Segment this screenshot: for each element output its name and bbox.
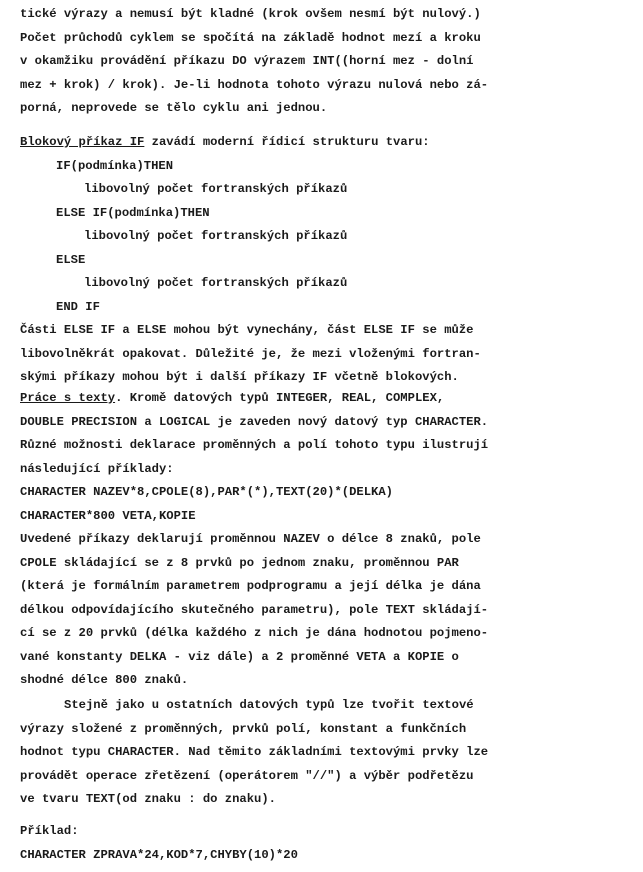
paragraph-do-loop [20, 3, 488, 121]
text-line: Počet průchodů cyklem se spočítá na základě hodnot mezí a kroku [20, 30, 481, 45]
text-line: hodnot typu CHARACTER. Nad těmito základními textovými prvky lze [20, 745, 489, 759]
section-heading-texts: Práce s texty [20, 391, 116, 405]
text-line: libovolněkrát opakovat. Důležité je, že mezi vloženými fortran- [20, 346, 481, 361]
code-line: IF(podmínka)THEN [56, 158, 174, 173]
text-line: shodné délce 800 znaků. [20, 673, 189, 687]
text-line: DOUBLE PRECISION a LOGICAL je zaveden nový datový typ CHARACTER. [20, 414, 489, 429]
section-heading-block-if: Blokový příkaz IF [20, 135, 145, 149]
text-line: skými příkazy mohou být i další příkazy IF včetně blokových. [20, 370, 459, 384]
code-line: END IF [56, 299, 100, 314]
code-line: CHARACTER NAZEV*8,CPOLE(8),PAR*(*),TEXT(20)*(DELKA) [20, 485, 393, 499]
text-line: cí se z 20 prvků (délka každého z nich je dána hodnotou pojmeno- [20, 626, 489, 640]
text-line: Stejně jako u ostatních datových typů lze tvořit textové [64, 698, 474, 712]
paragraph-block-if [20, 131, 481, 390]
text-line: následující příklady: [20, 461, 174, 476]
code-line: libovolný počet fortranských příkazů [84, 276, 348, 290]
text-line: CPOLE skládající se z 8 prvků po jednom znaku, proměnnou PAR [20, 555, 459, 570]
text-line: Různé možnosti deklarace proměnných a polí tohoto typu ilustrují [20, 438, 489, 452]
text-line: (která je formálním parametrem podprogramu a její délka je dána [20, 579, 481, 593]
text-line: provádět operace zřetězení (operátorem "//") a výběr podřetězu [20, 768, 474, 783]
text-line: mez + krok) / krok). Je-li hodnota tohoto výrazu nulová nebo zá- [20, 77, 489, 92]
code-line: libovolný počet fortranských příkazů [84, 182, 348, 196]
example-heading: Příklad: [20, 824, 79, 838]
text-line: ve tvaru TEXT(od znaku : do znaku). [20, 792, 276, 806]
code-line: CHARACTER ZPRAVA*24,KOD*7,CHYBY(10)*20 [20, 847, 298, 862]
text-line: výrazy složené z proměnných, prvků polí, konstant a funkčních [20, 721, 467, 736]
code-line: libovolný počet fortranských příkazů [84, 229, 348, 243]
text-line: tické výrazy a nemusí být kladné (krok ovšem nesmí být nulový.) [20, 7, 481, 21]
text-line: délkou odpovídajícího skutečného parametru), pole TEXT skládají- [20, 602, 489, 617]
block-if-heading-line: Blokový příkaz IF zavádí moderní řídicí strukturu tvaru: [20, 135, 430, 149]
text-line: Uvedené příkazy deklarují proměnnou NAZEV o délce 8 znaků, pole [20, 532, 481, 546]
text-line: porná, neprovede se tělo cyklu ani jednou. [20, 101, 328, 115]
paragraph-example [20, 820, 298, 867]
code-line: ELSE [56, 252, 86, 267]
paragraph-text-handling [20, 387, 488, 693]
text-line: Části ELSE IF a ELSE mohou být vynechány, část ELSE IF se může [20, 323, 474, 337]
text-line: v okamžiku provádění příkazu DO výrazem INT((horní mez - dolní [20, 54, 474, 68]
text-handling-heading-line: Práce s texty. Kromě datových typů INTEGER, REAL, COMPLEX, [20, 391, 445, 405]
code-line: CHARACTER*800 VETA,KOPIE [20, 508, 196, 523]
text-line: vané konstanty DELKA - viz dále) a 2 proměnné VETA a KOPIE o [20, 649, 459, 664]
paragraph-text-expressions [20, 694, 488, 812]
code-line: ELSE IF(podmínka)THEN [56, 205, 210, 220]
